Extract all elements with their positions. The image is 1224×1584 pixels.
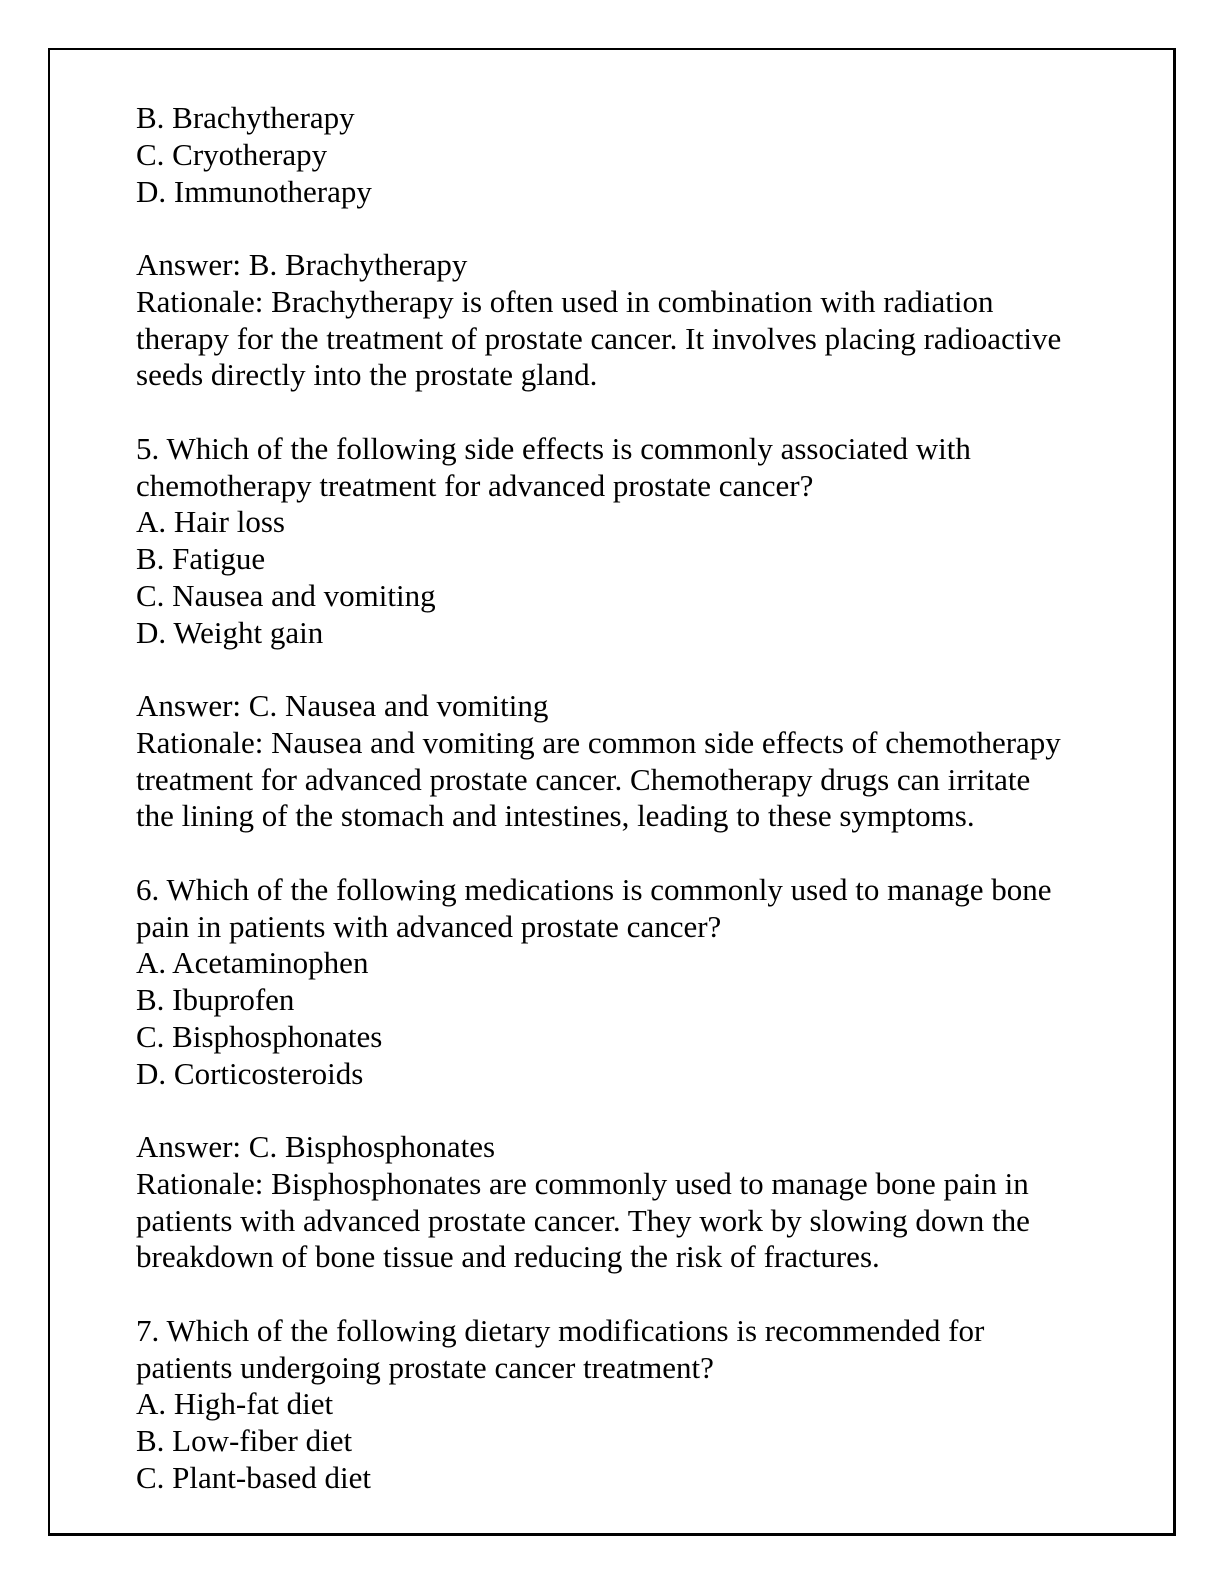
rationale-line: breakdown of bone tissue and reducing the risk of fractures. bbox=[136, 1239, 880, 1275]
spacer bbox=[136, 651, 1136, 688]
question-text: pain in patients with advanced prostate cancer? bbox=[136, 908, 722, 944]
option-b: B. Brachytherapy bbox=[136, 100, 355, 135]
question-text: 6. Which of the following medications is commonly used to manage bone bbox=[136, 871, 1052, 907]
option-c: C. Cryotherapy bbox=[136, 136, 328, 172]
question-4-options bbox=[136, 100, 1136, 210]
question-7 bbox=[136, 1313, 1136, 1497]
option-d: D. Immunotherapy bbox=[136, 173, 372, 209]
question-text: patients undergoing prostate cancer treatment? bbox=[136, 1349, 714, 1385]
option-b: B. Ibuprofen bbox=[136, 982, 295, 1017]
question-5 bbox=[136, 431, 1136, 652]
spacer bbox=[136, 210, 1136, 247]
question-text: chemotherapy treatment for advanced prostate cancer? bbox=[136, 467, 814, 503]
rationale-line: Rationale: Bisphosphonates are commonly used to manage bone pain in bbox=[136, 1165, 1029, 1201]
rationale-line: patients with advanced prostate cancer. They work by slowing down the bbox=[136, 1202, 1030, 1238]
spacer bbox=[136, 1092, 1136, 1129]
question-5-answer-block bbox=[136, 688, 1136, 835]
option-c: C. Nausea and vomiting bbox=[136, 577, 436, 613]
option-d: D. Corticosteroids bbox=[136, 1055, 364, 1091]
option-d: D. Weight gain bbox=[136, 614, 324, 650]
rationale-line: Rationale: Nausea and vomiting are common side effects of chemotherapy bbox=[136, 724, 1061, 760]
rationale-line: seeds directly into the prostate gland. bbox=[136, 357, 598, 393]
document-body bbox=[136, 100, 1136, 1497]
option-a: A. Hair loss bbox=[136, 504, 285, 540]
answer-text: Answer: C. Bisphosphonates bbox=[136, 1129, 496, 1164]
answer-text: Answer: B. Brachytherapy bbox=[136, 247, 468, 282]
spacer bbox=[136, 394, 1136, 431]
option-a: A. High-fat diet bbox=[136, 1386, 334, 1422]
option-c: C. Plant-based diet bbox=[136, 1459, 372, 1495]
rationale-line: therapy for the treatment of prostate cancer. It involves placing radioactive bbox=[136, 320, 1062, 356]
question-text: 7. Which of the following dietary modifications is recommended for bbox=[136, 1312, 985, 1348]
spacer bbox=[136, 835, 1136, 872]
option-c: C. Bisphosphonates bbox=[136, 1018, 383, 1054]
rationale-line: the lining of the stomach and intestines, leading to these symptoms. bbox=[136, 798, 975, 834]
answer-text: Answer: C. Nausea and vomiting bbox=[136, 688, 549, 723]
question-text: 5. Which of the following side effects is commonly associated with bbox=[136, 430, 971, 466]
rationale-line: treatment for advanced prostate cancer. Chemotherapy drugs can irritate bbox=[136, 761, 1031, 797]
spacer bbox=[136, 1276, 1136, 1313]
question-6-answer-block bbox=[136, 1129, 1136, 1276]
option-b: B. Low-fiber diet bbox=[136, 1423, 353, 1458]
option-a: A. Acetaminophen bbox=[136, 945, 369, 981]
rationale-line: Rationale: Brachytherapy is often used in combination with radiation bbox=[136, 283, 994, 319]
question-4-answer-block bbox=[136, 247, 1136, 394]
option-b: B. Fatigue bbox=[136, 541, 266, 576]
question-6 bbox=[136, 872, 1136, 1093]
